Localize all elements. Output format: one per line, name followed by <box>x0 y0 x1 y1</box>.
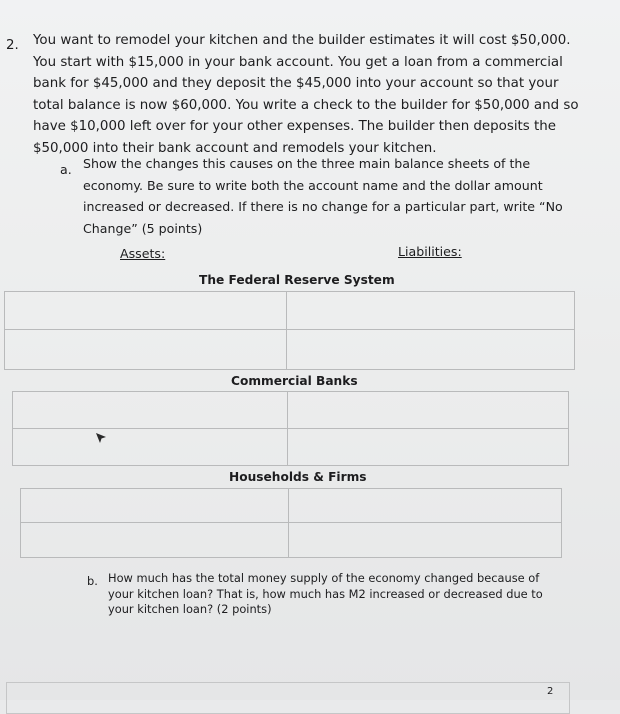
households-balance-sheet-title: Households & Firms <box>229 470 367 484</box>
fed-balance-sheet-title: The Federal Reserve System <box>199 273 395 287</box>
page-number: 2 <box>547 686 554 697</box>
fed-assets-cell-2[interactable] <box>5 330 287 369</box>
cursor-icon <box>95 432 107 444</box>
banks-balance-sheet-title: Commercial Banks <box>231 374 358 388</box>
question-number: 2. <box>6 38 19 53</box>
fed-balance-sheet-table <box>4 291 575 370</box>
fed-liabilities-cell-2[interactable] <box>287 330 574 369</box>
households-assets-cell-1[interactable] <box>21 489 289 523</box>
liabilities-label: Liabilities: <box>398 244 462 259</box>
part-b-text: How much has the total money supply of the economy changed because of your kitchen loan? That is, how much has M2 increased or decreased due to your kitchen loan? (2 points) <box>108 571 543 617</box>
part-b-letter: b. <box>87 574 98 588</box>
question-text: You want to remodel your kitchen and the builder estimates it will cost $50,000. You start with $15,000 in your bank account. You get a loan from a commercial bank for $45,000 and they deposit the $45,000 into your account so that your total balance is now $60,000. You write a check to the builder for $50,000 and so have $10,000 left over for your other expenses. The builder then deposits the $50,000 into their bank account and remodels your kitchen. <box>33 33 579 156</box>
banks-assets-cell-2[interactable] <box>13 429 288 465</box>
households-balance-sheet-table <box>20 488 562 558</box>
part-b-answer-box[interactable] <box>6 682 570 714</box>
households-liabilities-cell-2[interactable] <box>289 523 561 557</box>
fed-liabilities-cell-1[interactable] <box>287 292 574 330</box>
banks-assets-cell-1[interactable] <box>13 392 288 429</box>
part-a-text: Show the changes this causes on the three main balance sheets of the economy. Be sure to write both the account name and the dollar amount increased or decreased. If there is no change for a particular part, write “No Change” (5 points) <box>83 156 563 236</box>
assets-label: Assets: <box>120 246 166 261</box>
households-assets-cell-2[interactable] <box>21 523 289 557</box>
part-a-letter: a. <box>60 162 72 177</box>
fed-assets-cell-1[interactable] <box>5 292 287 330</box>
banks-liabilities-cell-2[interactable] <box>288 429 568 465</box>
banks-balance-sheet-table <box>12 391 569 466</box>
banks-liabilities-cell-1[interactable] <box>288 392 568 429</box>
households-liabilities-cell-1[interactable] <box>289 489 561 523</box>
